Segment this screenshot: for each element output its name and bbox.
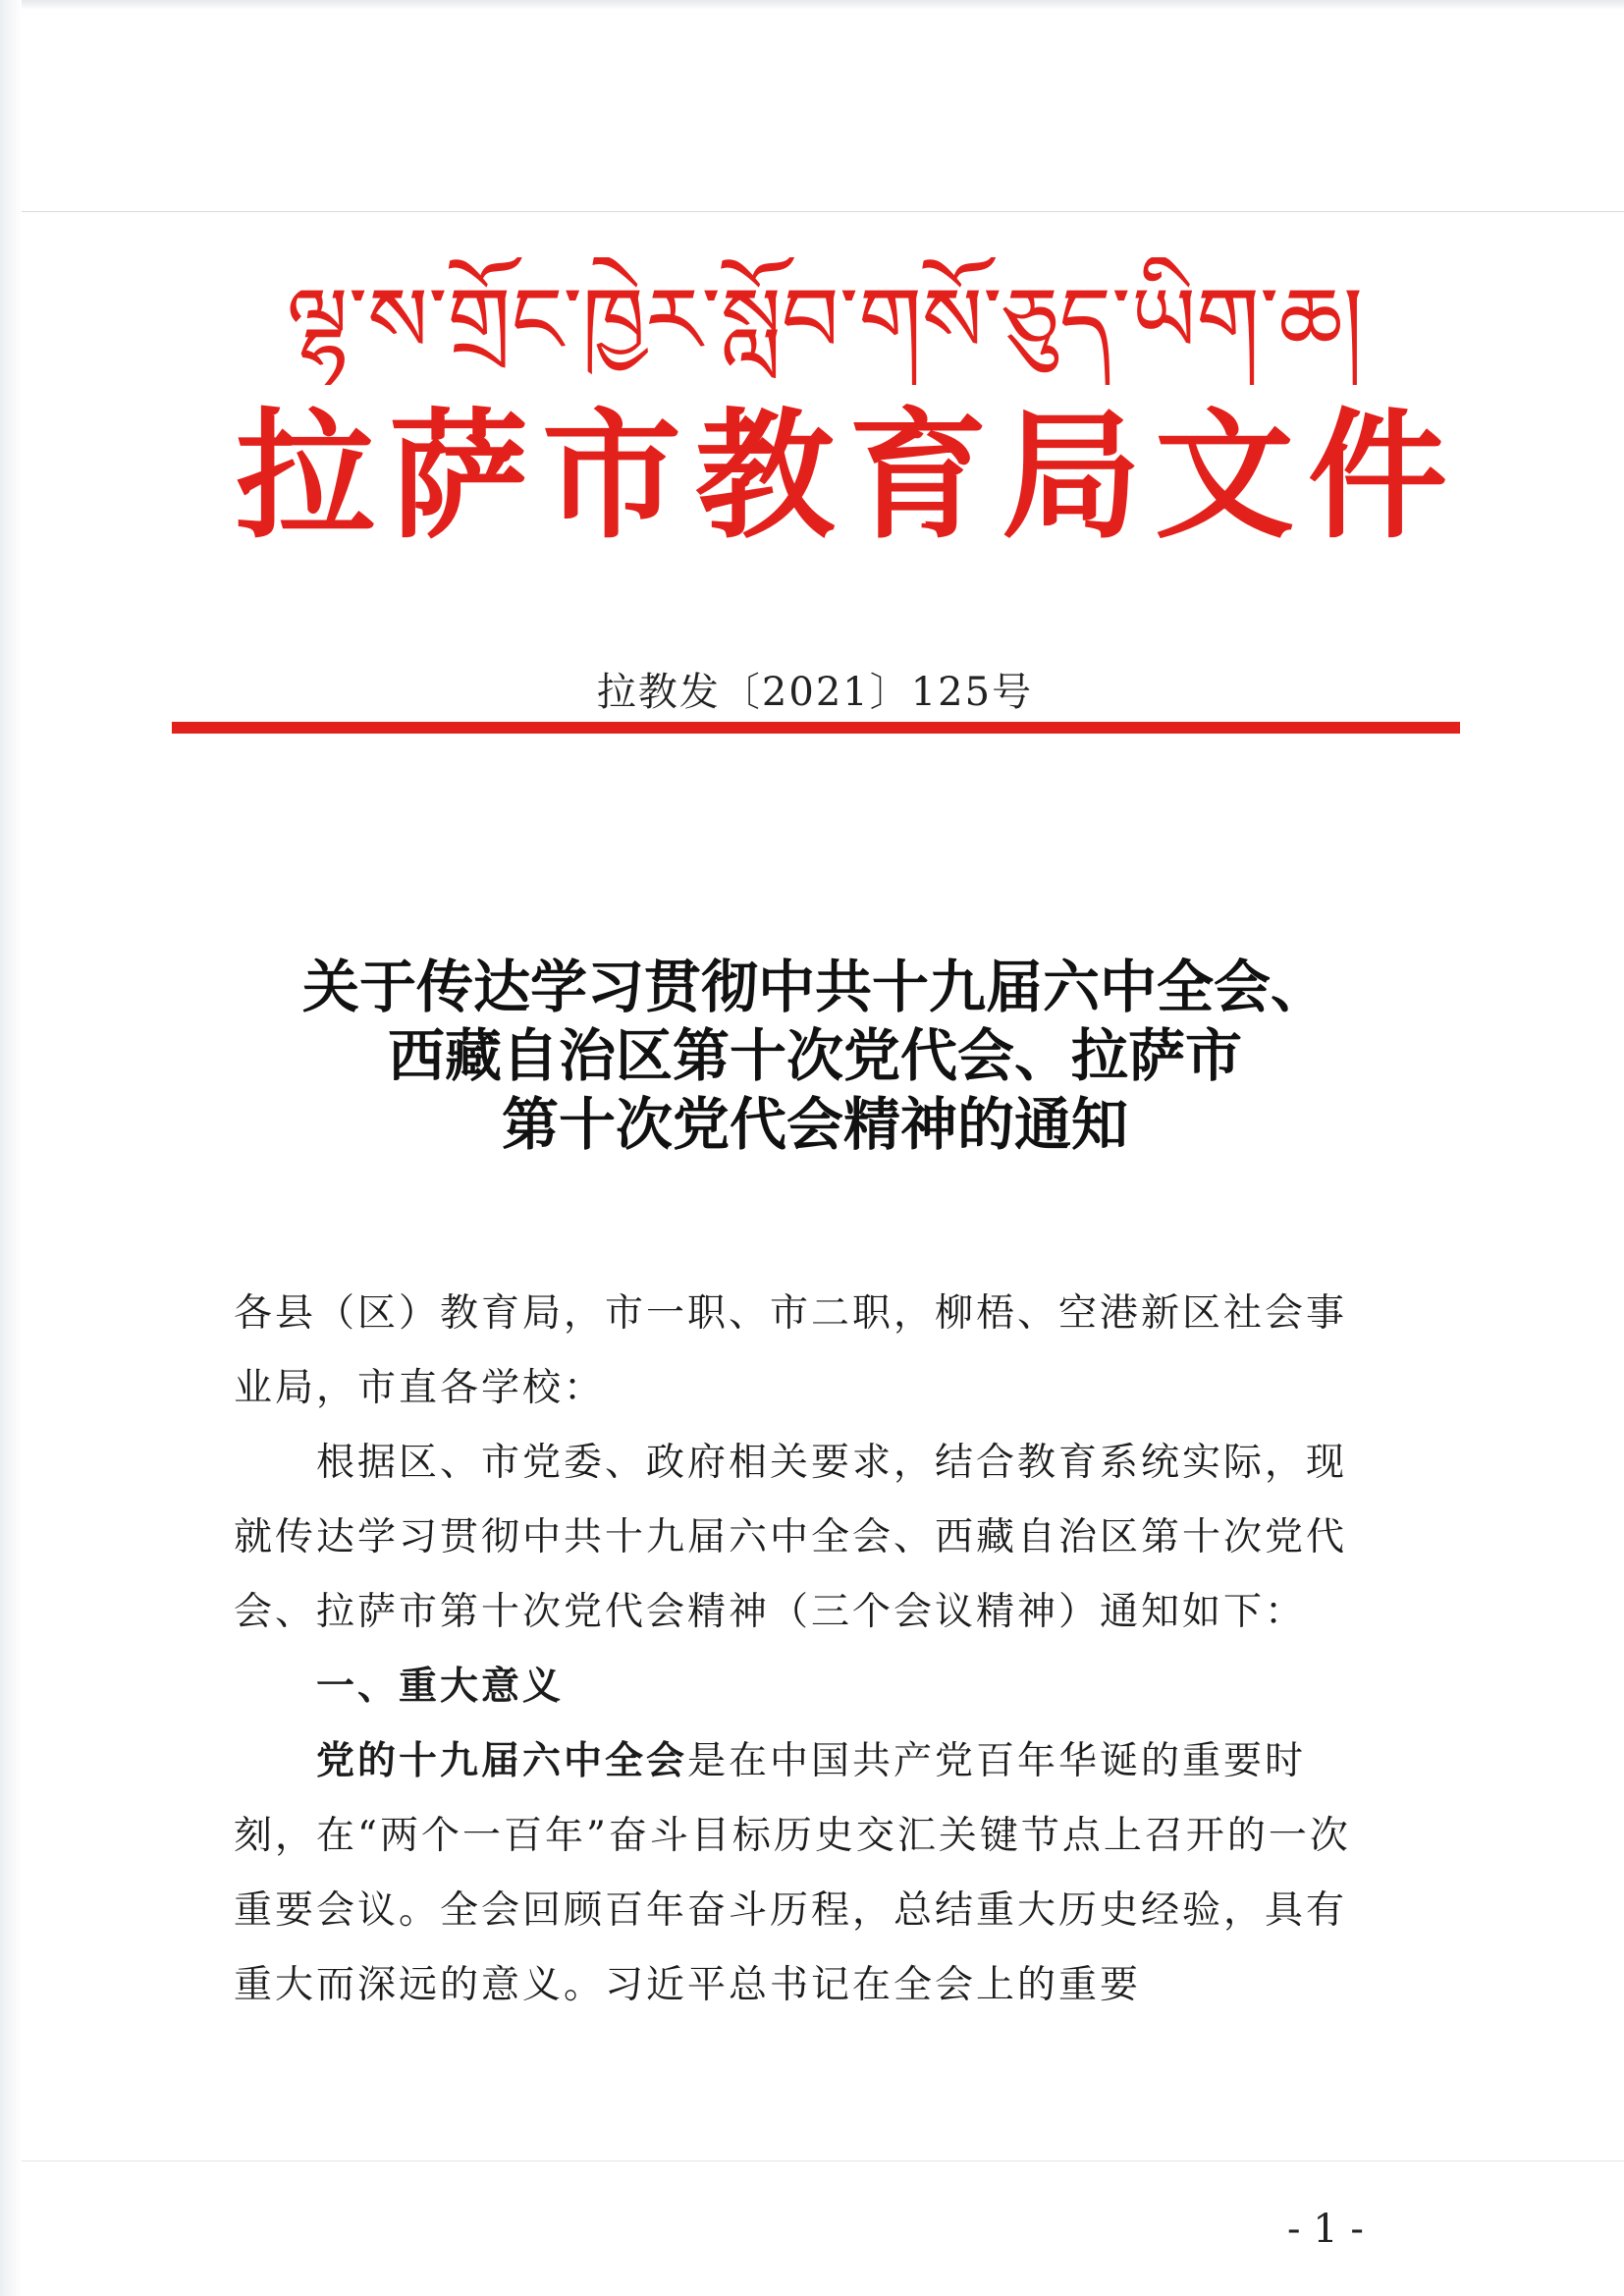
red-divider-rule — [172, 722, 1460, 734]
intro-paragraph: 根据区、市党委、政府相关要求，结合教育系统实际，现就传达学习贯彻中共十九届六中全会、西藏自治区第十次党代会、拉萨市第十次党代会精神（三个会议精神）通知如下： — [234, 1441, 1348, 1634]
notice-title — [226, 953, 1404, 1159]
section-1-text: 是在中国共产党百年华诞的重要时刻，在“两个一百年”奋斗目标历史交汇关键节点上召开的一次重要会议。全会回顾百年奋斗历程，总结重大历史经验，具有重大而深远的意义。习近平总书记在全会上的重要 — [234, 1739, 1351, 2007]
tibetan-header-title: ལྷ་ས་གྲོང་ཁྱེར་སློབ་གསོ་ཅུད་ཡིག་ཆ། — [286, 268, 1364, 373]
document-number: 拉教发〔2021〕125号 — [596, 670, 1034, 715]
scan-fold-line — [22, 211, 1624, 212]
notice-title-line-2: 西藏自治区第十次党代会、拉萨市 — [387, 1022, 1242, 1089]
notice-title-line-3: 第十次党代会精神的通知 — [501, 1091, 1128, 1158]
recipients-paragraph: 各县（区）教育局，市一职、市二职，柳梧、空港新区社会事业局，市直各学校： — [234, 1291, 1348, 1410]
scan-edge-top — [0, 0, 1624, 10]
notice-title-line-1: 关于传达学习贯彻中共十九届六中全会、 — [301, 954, 1327, 1020]
scan-bottom-line — [22, 2160, 1624, 2161]
section-1-heading: 一、重大意义 — [316, 1665, 565, 1709]
section-1-lead: 党的十九届六中全会 — [316, 1739, 688, 1783]
section-1-paragraph — [234, 1724, 1384, 2023]
page-number: - 1 - — [1287, 2207, 1364, 2252]
scan-edge-left — [0, 0, 22, 2296]
body-text — [234, 1277, 1384, 2023]
chinese-header-title: 拉萨市教育局文件 — [236, 395, 1461, 558]
